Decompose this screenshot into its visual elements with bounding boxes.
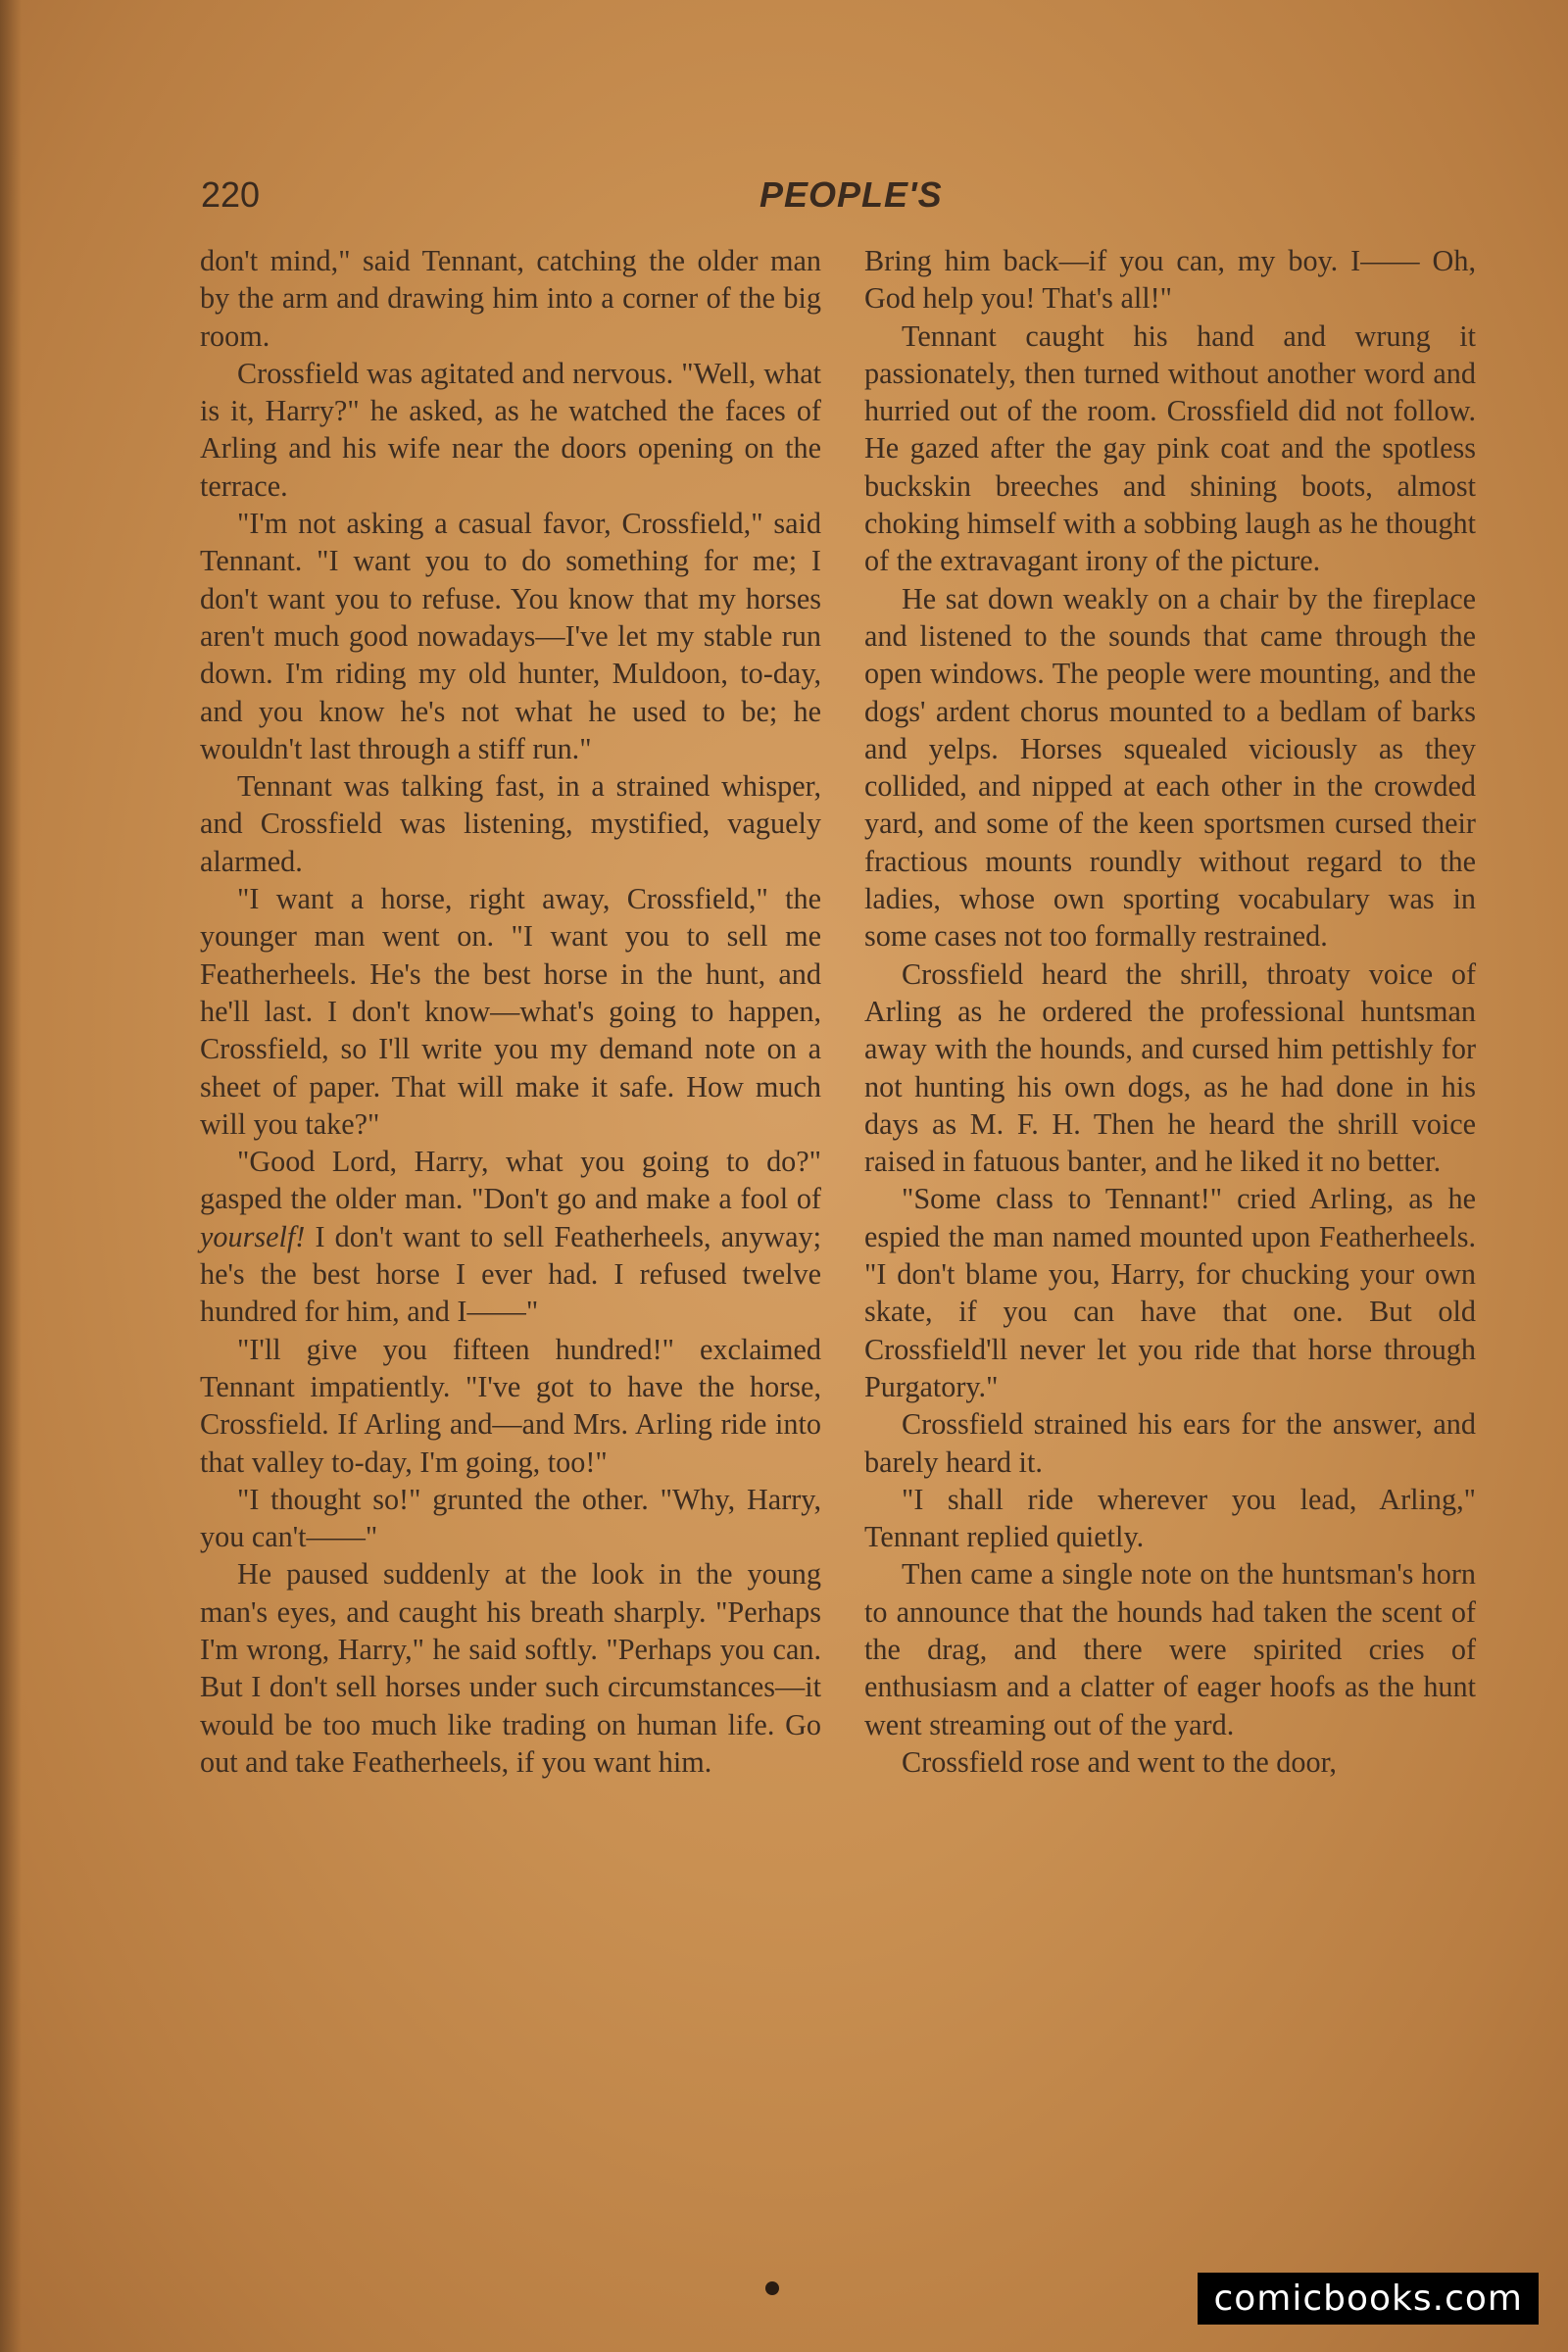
paragraph: Tennant caught his hand and wrung it passionately, then turned without another word and hurried out of the room. Crossfield did not follow. He gazed after the gay pink coat and the spotless buckskin breeches and shining boots, almost choking himself with a sobbing laugh as he thought of the extravagant irony of the picture. [864, 318, 1476, 578]
paragraph: Crossfield was agitated and nervous. "Well, what is it, Harry?" he asked, as he watched the faces of Arling and his wife near the doors opening on the terrace. [200, 356, 821, 503]
paragraph: Bring him back—if you can, my boy. I—— Oh, God help you! That's all!" [864, 244, 1476, 316]
paragraph: Tennant was talking fast, in a strained whisper, and Crossfield was listening, mystified, vaguely alarmed. [200, 769, 821, 878]
paragraph-text: "Good Lord, Harry, what you going to do?" gasped the older man. "Don't go and make a fool of [200, 1145, 821, 1216]
paragraph: Crossfield strained his ears for the answer, and barely heard it. [864, 1407, 1476, 1479]
print-dot [765, 2281, 779, 2295]
paragraph: "I want a horse, right away, Crossfield," the younger man went on. "I want you to sell me Featherheels. He's the best horse in the hunt, and he'll last. I don't know—what's going to happen, Crossfield, so I'll write you my demand note on a sheet of paper. That will make it safe. How much will you take?" [200, 882, 821, 1141]
paragraph: "I'm not asking a casual favor, Crossfield," said Tennant. "I want you to do something for me; I don't want you to refuse. You know that my horses aren't much good nowadays—I've let my stable run down. I'm riding my old hunter, Muldoon, to-day, and you know he's not what he used to be; he wouldn't last through a stiff run." [200, 507, 821, 765]
page-binding-edge [0, 0, 22, 2352]
paragraph: "Some class to Tennant!" cried Arling, as he espied the man named mounted upon Featherheels. "I don't blame you, Harry, for chucking your own skate, if you can have that one. But old Crossfield'll never let you ride that horse through Purgatory." [864, 1182, 1476, 1403]
paragraph: "I shall ride wherever you lead, Arling," Tennant replied quietly. [864, 1482, 1476, 1554]
page-header [201, 174, 1475, 223]
right-column [864, 242, 1476, 1781]
paragraph [200, 1143, 821, 1330]
running-title: PEOPLE'S [760, 174, 943, 215]
paragraph: He paused suddenly at the look in the young man's eyes, and caught his breath sharply. "Perhaps I'm wrong, Harry," he said softly. "Perhaps you can. But I don't sell horses under such circumstances—it would be too much like trading on human life. Go out and take Featherheels, if you want him. [200, 1557, 821, 1779]
paragraph: He sat down weakly on a chair by the fireplace and listened to the sounds that came through the open windows. The people were mounting, and the dogs' ardent chorus mounted to a bedlam of barks and yelps. Horses squealed viciously as they collided, and nipped at each other in the crowded yard, and some of the keen sportsmen cursed their fractious mounts roundly without regard to the ladies, whose own sporting vocabulary was in some cases not too formally restrained. [864, 581, 1476, 954]
paragraph: Crossfield rose and went to the door, [902, 1744, 1337, 1779]
paragraph-text: I don't want to sell Featherheels, anyway; he's the best horse I ever had. I refused twelve hundred for him, and I——" [200, 1219, 821, 1329]
paragraph: "I thought so!" grunted the other. "Why, Harry, you can't——" [200, 1482, 821, 1554]
emphasis-text: yourself! [200, 1219, 306, 1253]
paragraph: don't mind," said Tennant, catching the older man by the arm and drawing him into a corner of the big room. [200, 244, 821, 353]
paragraph: Crossfield heard the shrill, throaty voice of Arling as he ordered the professional huntsman away with the hounds, and cursed him pettishly for not hunting his own dogs, as he had done in his days as M. F. H. Then he heard the shrill voice raised in fatuous banter, and he liked it no better. [864, 956, 1476, 1179]
paragraph: "I'll give you fifteen hundred!" exclaimed Tennant impatiently. "I've got to have the horse, Crossfield. If Arling and—and Mrs. Arling ride into that valley to-day, I'm going, too!" [200, 1332, 821, 1479]
page-number: 220 [201, 174, 261, 215]
left-column [200, 242, 821, 1781]
paragraph: Then came a single note on the huntsman's horn to announce that the hounds had taken the scent of the drag, and there were spirited cries of enthusiasm and a clatter of eager hoofs as the hunt went streaming out of the yard. [864, 1557, 1476, 1741]
watermark-logo: comicbooks.com [1198, 2273, 1539, 2325]
